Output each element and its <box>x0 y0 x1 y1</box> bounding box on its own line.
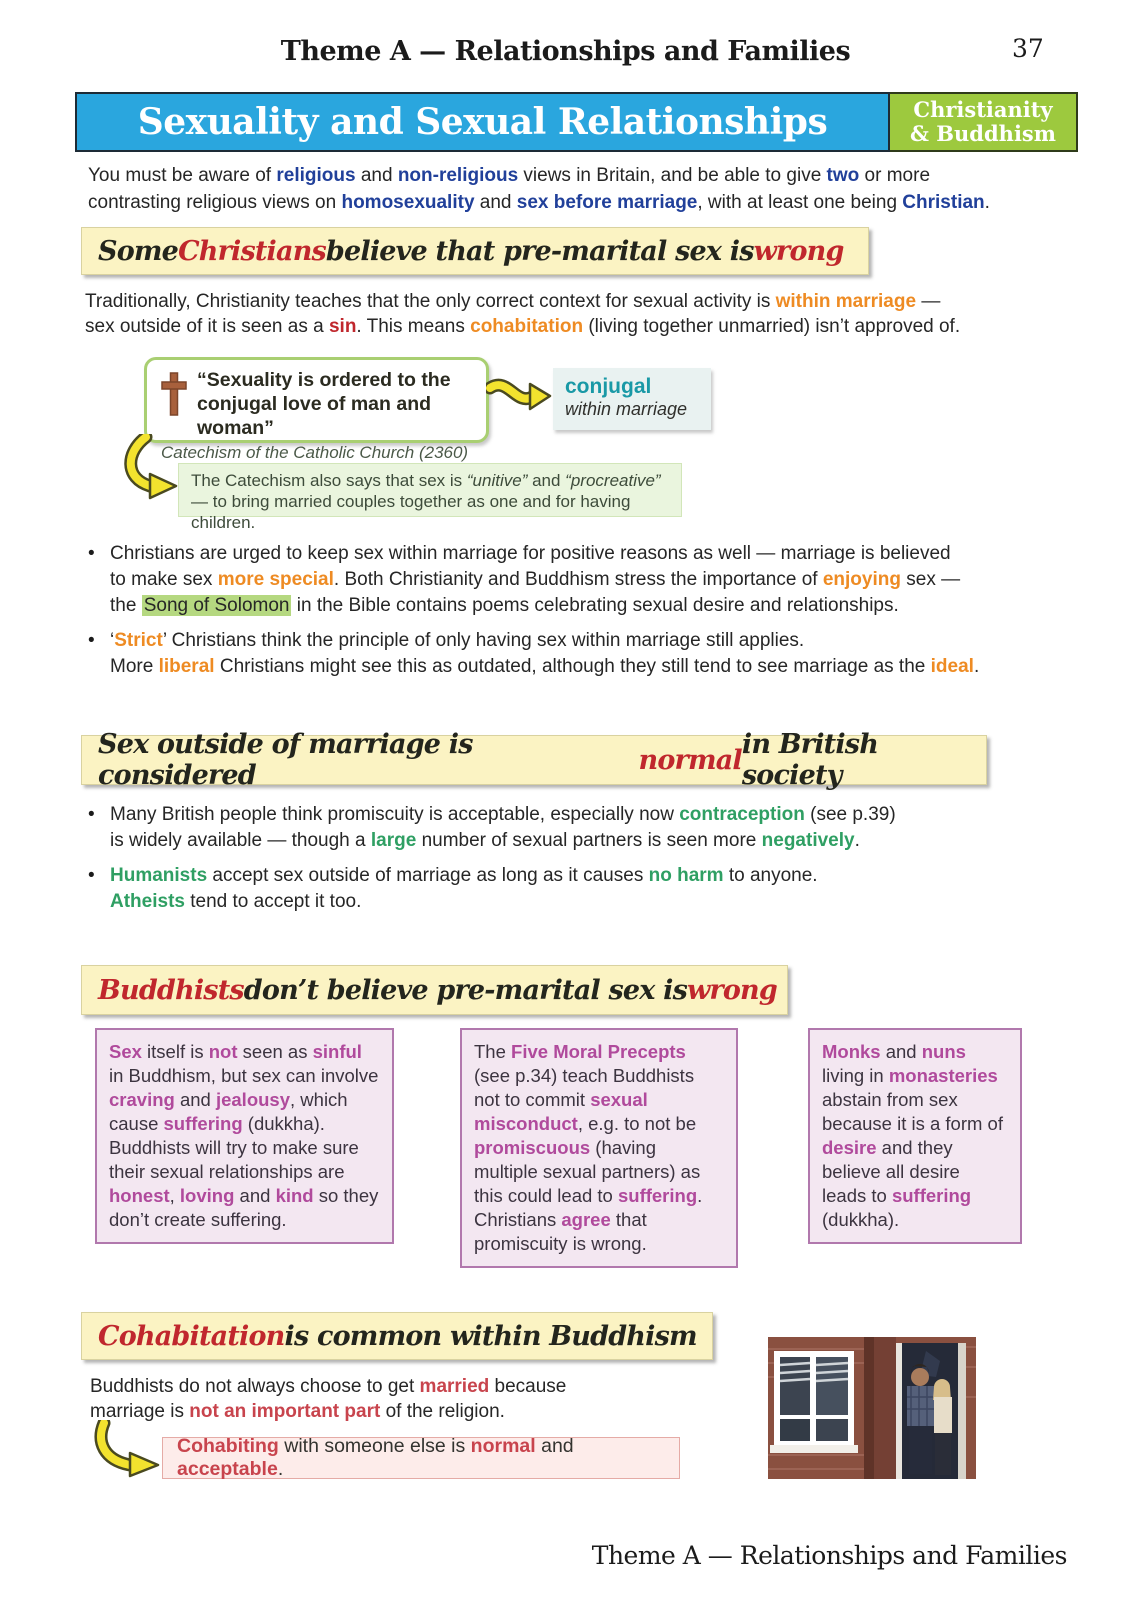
list-item <box>88 863 1088 915</box>
bullet-text: Christians are urged to keep sex within marriage for positive reasons as well — marriage is believed to make sex more special. Both Christianity and Buddhism stress the importance of enjoying sex — the Song of Solomon in the Bible contains poems celebrating sexual desire and relationships. <box>110 543 961 616</box>
religion-badge <box>890 92 1078 152</box>
page-number: 37 <box>1012 34 1044 63</box>
section4-heading: Cohabitation is common within Buddhism <box>81 1312 713 1360</box>
quote-source: Catechism of the Catholic Church (2360) <box>161 443 469 462</box>
page-header-title: Theme A — Relationships and Families <box>280 36 851 67</box>
bullet-text: Many British people think promiscuity is acceptable, especially now contraception (see p.39) is widely available — though a large number of sexual partners is seen more negatively. <box>110 804 896 851</box>
curved-arrow-to-note-icon <box>92 1420 172 1480</box>
buddhism-view-box-2: The Five Moral Precepts (see p.34) teach Buddhists not to commit sexual misconduct, e.g. to not be promiscuous (having multiple sexual partners) as this could lead to suffering. Christians agree that promiscuity is wrong. <box>460 1028 738 1268</box>
bullet-text: Humanists accept sex outside of marriage as long as it causes no harm to anyone. Atheists tend to accept it too. <box>110 865 818 912</box>
list-item <box>88 628 1088 680</box>
religion-badge-line1: Christianity <box>913 96 1053 122</box>
section3-heading: Buddhists don’t believe pre-marital sex is wrong <box>81 965 788 1015</box>
section4-paragraph: Buddhists do not always choose to get married because marriage is not an important part of the religion. <box>90 1376 567 1422</box>
religion-badge-line2: & Buddhism <box>910 121 1056 146</box>
cohabiting-note <box>162 1437 680 1479</box>
section2-bullets <box>88 802 1088 924</box>
title-banner <box>75 92 1078 152</box>
curved-arrow-right-icon <box>486 372 552 418</box>
section2-heading: Sex outside of marriage is considered normal in British society <box>81 735 987 785</box>
catechism-note: The Catechism also says that sex is “unitive” and “procreative” — to bring married couples together as one and for having children. <box>178 463 682 517</box>
bullet-icon: • <box>88 865 95 886</box>
intro-paragraph: You must be aware of religious and non-religious views in Britain, and be able to give two or more contrasting religious views on homosexuality and sex before marriage, with at least one being Christian. <box>88 165 990 213</box>
bullet-icon: • <box>88 543 95 564</box>
page-title: Sexuality and Sexual Relationships <box>137 101 828 143</box>
section1-bullets <box>88 541 1088 689</box>
list-item <box>88 802 1088 854</box>
page-footer: Theme A — Relationships and Families <box>591 1541 1067 1570</box>
quote-text <box>197 368 474 440</box>
bullet-icon: • <box>88 630 95 651</box>
conjugal-meaning: within marriage <box>565 399 688 419</box>
quote-line2: conjugal love of man and woman” <box>197 393 432 439</box>
quote-line1: “Sexuality is ordered to the <box>197 369 451 391</box>
section1-heading: Some Christians believe that pre-marital sex is wrong <box>81 227 869 275</box>
couple-outside-house-photo <box>768 1337 976 1479</box>
cross-icon <box>161 372 187 421</box>
conjugal-term: conjugal <box>565 375 652 398</box>
list-item <box>88 541 1088 619</box>
catechism-quote-box <box>144 357 489 462</box>
section1-paragraph: Traditionally, Christianity teaches that the only correct context for sexual activity is within marriage — sex outside of it is seen as a sin. This means cohabitation (living together unmarried) isn’t approved of. <box>85 291 961 337</box>
cohabiting-note-text: Cohabiting with someone else is normal and acceptable. <box>177 1435 574 1480</box>
buddhism-view-box-1: Sex itself is not seen as sinful in Buddhism, but sex can involve craving and jealousy, which cause suffering (dukkha). Buddhists will try to make sure their sexual relationships are honest, loving and kind so they don’t create suffering. <box>95 1028 394 1244</box>
title-banner-blue <box>75 92 890 152</box>
bullet-icon: • <box>88 804 95 825</box>
buddhism-view-box-3: Monks and nuns living in monasteries abstain from sex because it is a form of desire and they believe all desire leads to suffering (dukkha). <box>808 1028 1022 1244</box>
conjugal-definition-box <box>553 368 711 430</box>
bullet-text: ‘Strict’ Christians think the principle of only having sex within marriage still applies. More liberal Christians might see this as outdated, although they still tend to see marriage as the ideal. <box>110 630 980 677</box>
